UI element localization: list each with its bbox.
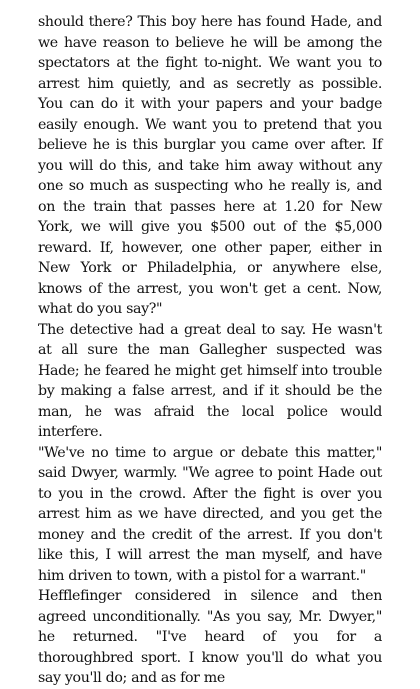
paragraph-4: Hefflefinger considered in silence and then agreed unconditionally. "As you say, Mr. Dwyer," he returned. "I've heard of you for a thoroughbred sport. I know you'll do what you say you'll do; and as for me [38,588,382,686]
paragraph-2: The detective had a great deal to say. He wasn't at all sure the man Gallegher suspected was Hade; he feared he might get himself into trouble by making a false arrest, and if it should be the man, he was afraid the local police would interfere. [38,321,382,440]
paragraph-1: should there? This boy here has found Hade, and we have reason to believe he will be among the spectators at the fight to-night. We want you to arrest him quietly, and as secretly as possible. You can do it with your papers and your badge easily enough. We want you to pretend that you believe he is this burglar you came over after. If you will do this, and take him away without any one so much as suspecting who he really is, and on the train that passes here at 1.20 for New York, we will give you $500 out of the $5,000 reward. If, however, one other paper, either in New York or Philadelphia, or anywhere else, knows of the arrest, you won't get a cent. Now, what do you say?" [38,14,382,317]
paragraph-3: "We've no time to argue or debate this matter," said Dwyer, warmly. "We agree to point Hade out to you in the crowd. After the fight is over you arrest him as we have directed, and you get the money and the credit of the arrest. If you don't like this, I will arrest the man myself, and have him driven to town, with a pistol for a warrant." [38,444,382,584]
document-page [38,12,382,689]
